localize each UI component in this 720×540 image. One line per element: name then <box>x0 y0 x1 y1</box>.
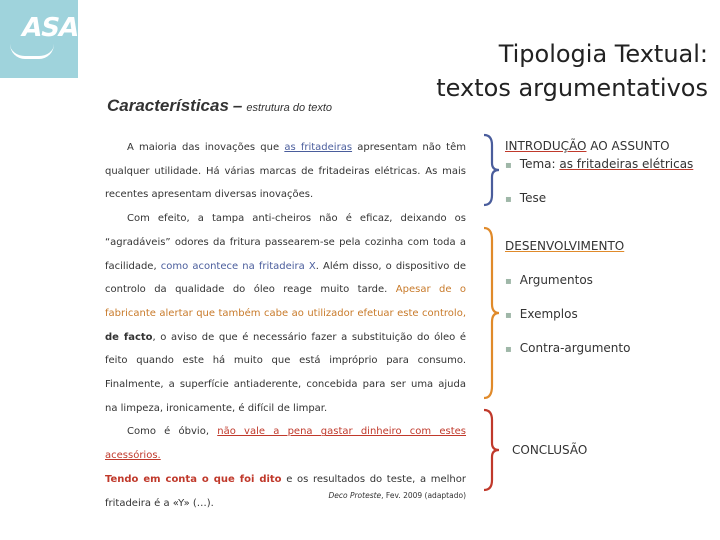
development-brace <box>480 226 502 400</box>
outline-counter-argument: ▪ Contra-argumento <box>505 341 631 355</box>
publisher-logo <box>0 0 82 78</box>
bullet-icon: ▪ <box>505 344 512 355</box>
bullet-icon: ▪ <box>505 276 512 287</box>
example-highlight: como acontece na fritadeira X <box>160 260 316 272</box>
conclusion-brace <box>480 408 502 492</box>
conclusion-highlight: não vale a pena gastar dinheiro com estes acessórios. <box>105 426 467 462</box>
counter-argument-highlight: Apesar de o fabricante alertar que também cabe ao utilizador efetuar este controlo, <box>105 284 466 319</box>
logo-text: ASA <box>18 13 82 43</box>
topic-highlight: as fritadeiras <box>284 142 353 153</box>
logo-swoosh <box>10 44 54 59</box>
outline-tema: ▪ Tema: as fritadeiras elétricas <box>505 157 694 171</box>
subtitle-main: Características <box>107 96 229 115</box>
outline-conclusion: CONCLUSÃO <box>512 443 588 457</box>
paragraph-intro: A maioria das inovações que as fritadeiras apresentam não têm qualquer utilidade. Há várias marcas de fritadeiras elétricas. As mais recentes apresentam diversas inovações. <box>105 142 467 201</box>
subtitle-dash: – <box>232 96 243 115</box>
paragraph-development: Com efeito, a tampa anti-cheiros não é eficaz, deixando os “agradáveis” odores da fritura passearem-se pela cozinha com toda a facilidade, como acontece na fritadeira X. Além disso, o dispositivo de controlo da qualidade do óleo reage muito tarde. Apesar de o fabricante alertar que também cabe ao utilizador efetuar este controlo, de facto, o aviso de que é necessário fazer a substituição do óleo é feito quando este há muito que está impróprio para consumo. Finalmente, a superfície antiaderente, concebida para ser uma ajuda na limpeza, ironicamente, é difícil de limpar. <box>105 213 466 414</box>
title-line-2: textos argumentativos <box>436 74 708 102</box>
section-subtitle <box>107 96 332 116</box>
subtitle-small: estrutura do texto <box>246 102 332 114</box>
outline-development: DESENVOLVIMENTO <box>505 239 625 253</box>
bullet-icon: ▪ <box>505 160 512 171</box>
bullet-icon: ▪ <box>505 194 512 205</box>
bullet-icon: ▪ <box>505 310 512 321</box>
paragraph-conclusion: Como é óbvio, não vale a pena gastar dinheiro com estes acessórios. Tendo em conta o que foi dito e os resultados do teste, a melhor fritadeira é a «Y» (…). <box>105 426 467 509</box>
intro-brace <box>480 133 502 207</box>
slide-title <box>436 37 708 105</box>
outline-tese: ▪ Tese <box>505 191 547 205</box>
title-line-1: Tipologia Textual: <box>498 40 708 68</box>
source-citation: Deco Proteste, Fev. 2009 (adaptado) <box>328 491 466 500</box>
article-text <box>105 136 466 515</box>
outline-introduction: INTRODUÇÃO AO ASSUNTO <box>505 139 670 153</box>
outline-examples: ▪ Exemplos <box>505 307 578 321</box>
outline-arguments: ▪ Argumentos <box>505 273 593 287</box>
